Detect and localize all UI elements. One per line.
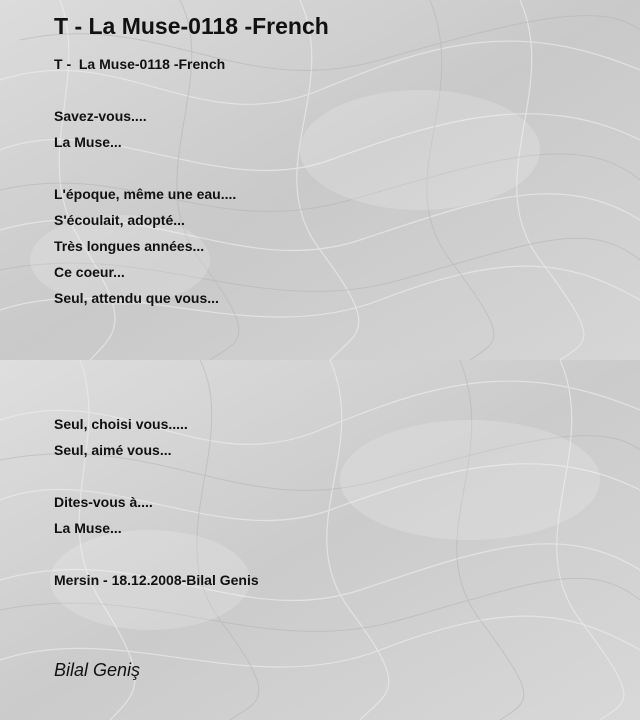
poem-subtitle: T - La Muse-0118 -French	[54, 56, 226, 72]
poem-line: Seul, aimé vous...	[54, 442, 172, 458]
poem-stanza-2	[54, 181, 236, 311]
poem-line: Seul, choisi vous.....	[54, 416, 188, 432]
poem-line: S'écoulait, adopté...	[54, 212, 185, 228]
poem-signature: Mersin - 18.12.2008-Bilal Genis	[54, 572, 259, 588]
poem-line: La Muse...	[54, 520, 122, 536]
poem-line: L'époque, même une eau....	[54, 186, 237, 202]
poem-line: Seul, attendu que vous...	[54, 290, 219, 306]
poem-stanza-1	[54, 103, 147, 155]
poem-stanza-4	[54, 489, 153, 541]
poem-line: La Muse...	[54, 134, 122, 150]
poem-line: Ce coeur...	[54, 264, 125, 280]
poem-line: Très longues années...	[54, 238, 205, 254]
poem-line: Dites-vous à....	[54, 494, 153, 510]
poem-line: Savez-vous....	[54, 108, 147, 124]
author-name: Bilal Geniş	[54, 660, 141, 680]
poem-title: T - La Muse-0118 -French	[54, 13, 329, 39]
poem-stanza-3	[54, 411, 188, 463]
